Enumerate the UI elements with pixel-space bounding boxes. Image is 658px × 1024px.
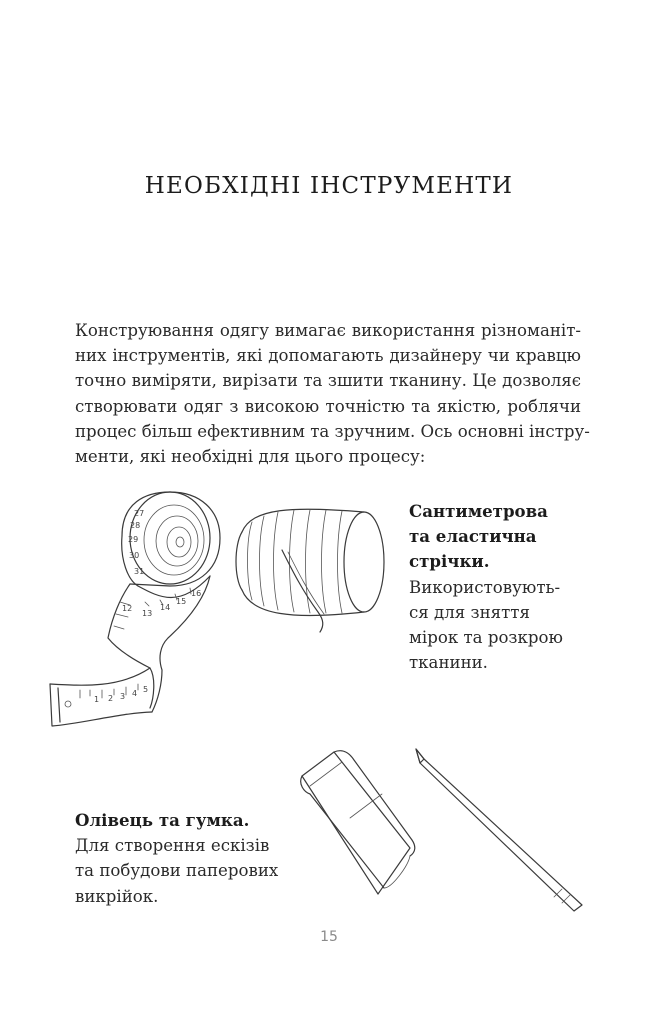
pencil-icon [412, 745, 592, 915]
tape-number: 29 [128, 535, 139, 544]
tape-number: 13 [142, 609, 153, 618]
intro-line: точно виміряти, вирізати та зшити тканину. Це дозволяє [75, 371, 581, 391]
intro-paragraph [75, 318, 590, 469]
caption-title: та еластична [409, 526, 537, 547]
intro-line: створювати одяг з високою точністю та якістю, роблячи [75, 396, 581, 416]
tape-number: 5 [143, 685, 149, 694]
tape-number: 12 [122, 604, 133, 613]
page-number: 15 [320, 929, 338, 945]
pencil-caption [75, 808, 278, 909]
intro-line: менти, які необхідні для цього процесу: [75, 447, 426, 467]
tape-number: 28 [130, 521, 141, 530]
tape-number: 3 [120, 692, 126, 701]
caption-body: ся для зняття [409, 602, 530, 622]
caption-title: Сантиметрова [409, 501, 548, 521]
intro-line: процес більш ефективним та зручним. Ось основні інстру- [75, 421, 590, 441]
caption-body: викрійок. [75, 886, 159, 906]
tape-number: 15 [176, 597, 187, 606]
caption-title: Олівець та гумка. [75, 810, 250, 830]
intro-line: них інструментів, які допомагають дизайнеру чи кравцю [75, 346, 581, 366]
caption-body: мірок та розкрою [409, 628, 563, 648]
caption-body: тканини. [409, 653, 488, 673]
tape-number: 2 [108, 694, 114, 703]
caption-body: Використовують- [409, 577, 561, 597]
tape-number: 14 [160, 603, 171, 612]
caption-body: та побудови паперових [75, 861, 279, 881]
intro-line: Конструювання одягу вимагає використання різноманіт- [75, 321, 581, 340]
tape-number: 4 [132, 689, 138, 698]
tape-number: 30 [129, 551, 140, 560]
elastic-band-roll-icon [232, 500, 392, 640]
tape-number: 31 [134, 567, 145, 576]
page-title: НЕОБХІДНІ ІНСТРУМЕНТИ [144, 173, 514, 199]
tape-caption [409, 499, 563, 675]
tape-number: 27 [134, 509, 145, 518]
tape-number: 16 [191, 589, 202, 598]
tape-number: 1 [94, 695, 100, 704]
measuring-tape-icon [50, 498, 220, 738]
caption-title: стрічки. [409, 551, 490, 572]
caption-body: Для створення ескізів [75, 836, 270, 856]
